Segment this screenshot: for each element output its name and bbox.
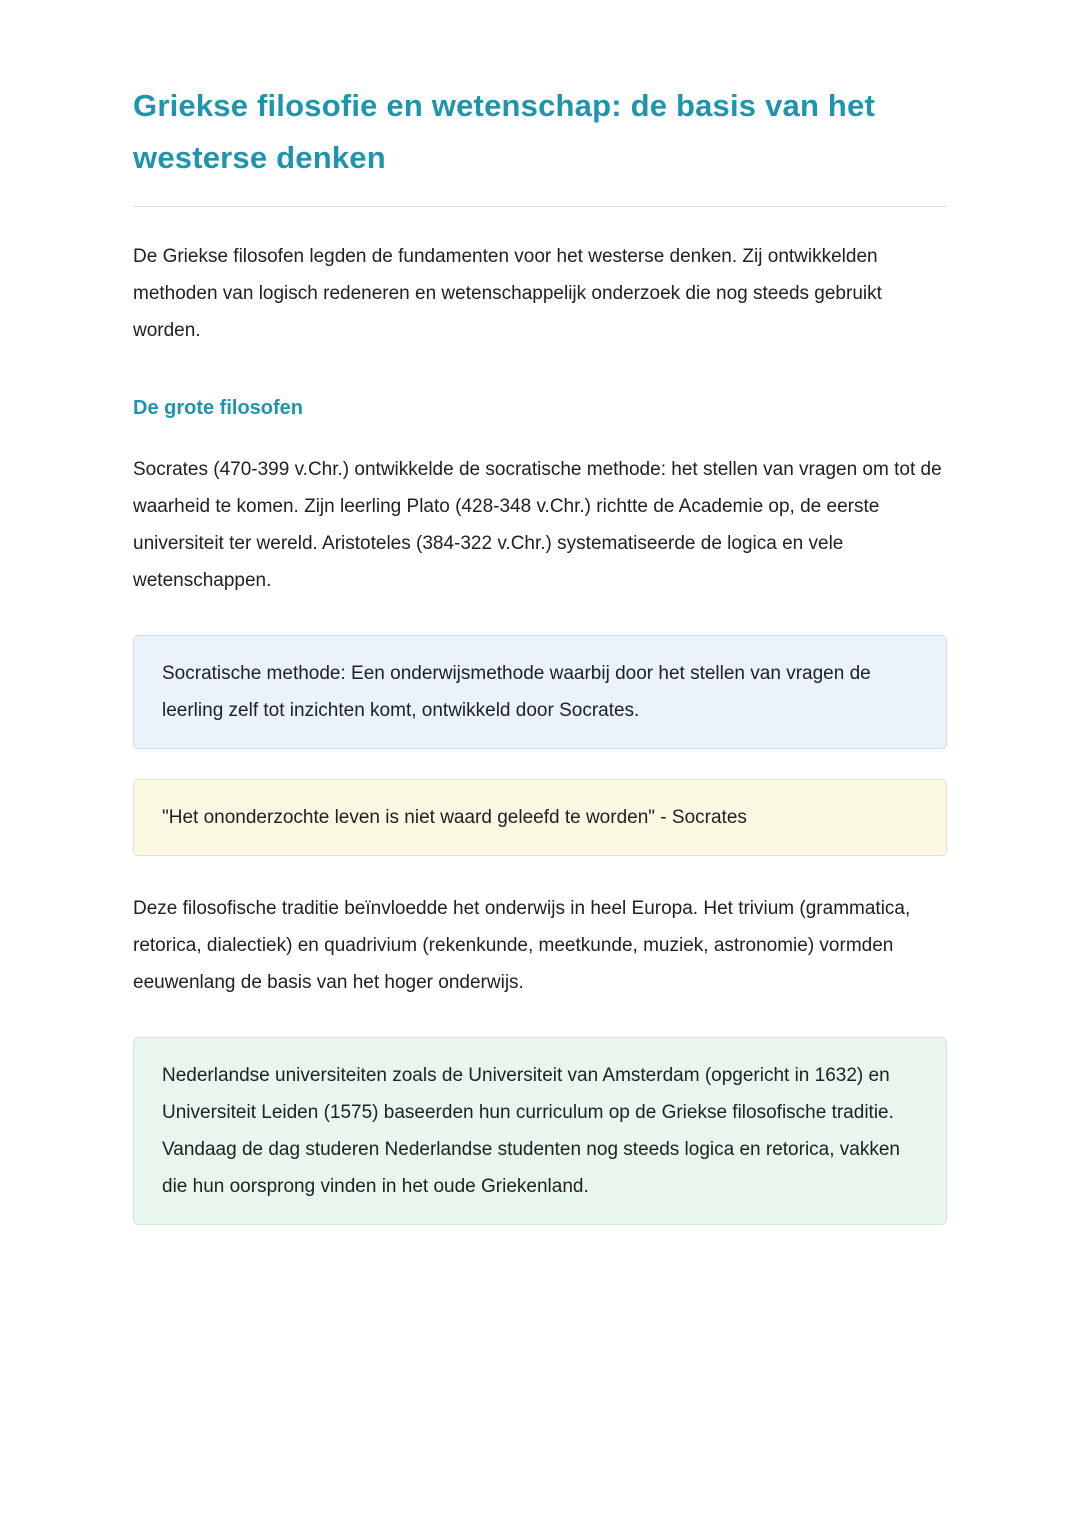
intro-paragraph: De Griekse filosofen legden de fundamenten voor het westerse denken. Zij ontwikkelden methoden van logisch redeneren en wetenschappelijk onderzoek die nog steeds gebruikt worden. [133, 246, 882, 341]
dutch-universities-callout [133, 1037, 947, 1225]
section-heading-philosophers: De grote filosofen [133, 397, 304, 419]
philosophers-paragraph: Socrates (470-399 v.Chr.) ontwikkelde de socratische methode: het stellen van vragen om tot de waarheid te komen. Zijn leerling Plato (428-348 v.Chr.) richtte de Academie op, de eerste universiteit ter wereld. Aristoteles (384-322 v.Chr.) systematiseerde de logica en vele wetenschappen. [133, 459, 942, 591]
title-divider [133, 206, 947, 207]
definition-callout [133, 635, 947, 749]
quote-callout [133, 779, 947, 856]
document-page [133, 80, 947, 1225]
page-title: Griekse filosofie en wetenschap: de basis van het westerse denken [133, 88, 875, 175]
dutch-universities-callout-text: Nederlandse universiteiten zoals de Universiteit van Amsterdam (opgericht in 1632) en Universiteit Leiden (1575) baseerden hun curriculum op de Griekse filosofische traditie. Vandaag de dag studeren Nederlandse studenten nog steeds logica en retorica, vakken die hun oorsprong vinden in het oude Griekenland. [162, 1065, 900, 1197]
definition-callout-text: Socratische methode: Een onderwijsmethode waarbij door het stellen van vragen de leerling zelf tot inzichten komt, ontwikkeld door Socrates. [162, 663, 871, 721]
quote-callout-text: "Het ononderzochte leven is niet waard geleefd te worden" - Socrates [162, 807, 747, 828]
tradition-paragraph: Deze filosofische traditie beïnvloedde het onderwijs in heel Europa. Het trivium (grammatica, retorica, dialectiek) en quadrivium (rekenkunde, meetkunde, muziek, astronomie) vormden eeuwenlang de basis van het hoger onderwijs. [133, 898, 911, 993]
